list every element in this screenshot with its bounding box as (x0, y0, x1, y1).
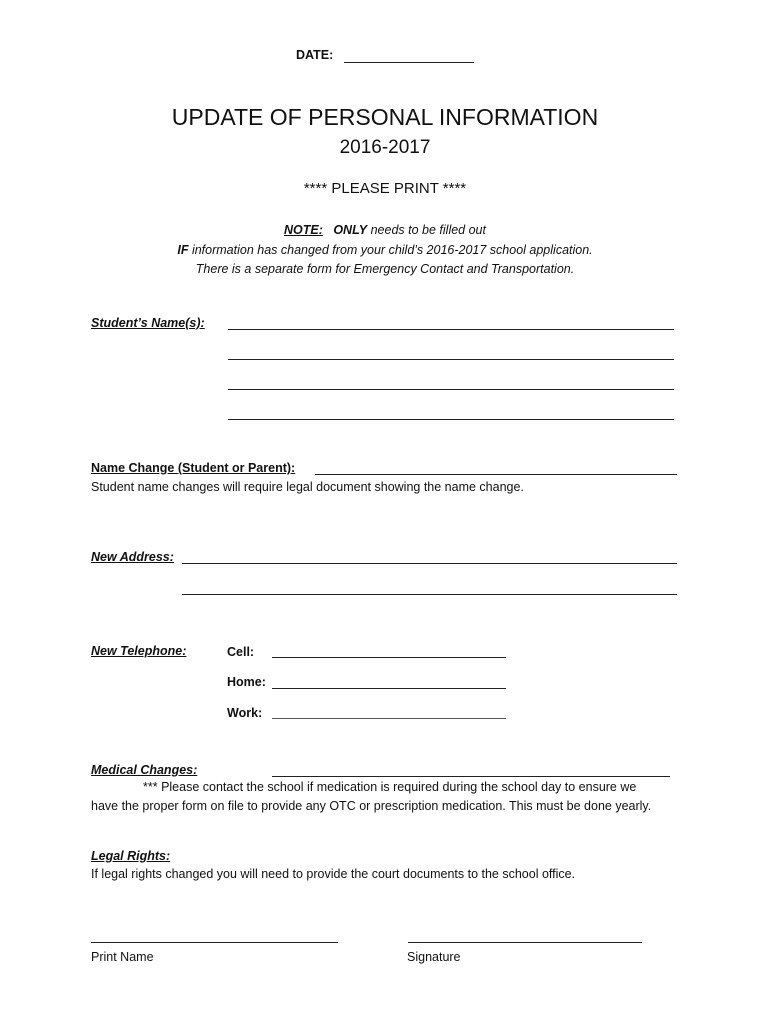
student-name-field-2[interactable] (228, 359, 674, 360)
work-field[interactable] (272, 718, 506, 719)
date-label: DATE: (296, 48, 334, 62)
new-address-field-1[interactable] (182, 563, 677, 564)
student-name-field-1[interactable] (228, 329, 674, 330)
note-line-1 (0, 223, 770, 237)
student-name-field-4[interactable] (228, 419, 674, 420)
note-only: ONLY (333, 223, 368, 237)
note-line-2 (0, 243, 770, 257)
note-label: NOTE: (284, 223, 323, 237)
print-name-field[interactable] (91, 942, 338, 943)
legal-rights-label: Legal Rights: (91, 849, 171, 863)
signature-label: Signature (407, 950, 461, 964)
date-field[interactable] (344, 62, 474, 63)
name-change-field[interactable] (315, 474, 677, 475)
new-address-field-2[interactable] (182, 594, 677, 595)
home-field[interactable] (272, 688, 506, 689)
new-address-label: New Address: (91, 550, 174, 564)
medical-changes-label: Medical Changes: (91, 763, 198, 777)
page-title: UPDATE OF PERSONAL INFORMATION (171, 104, 599, 130)
legal-rights-note: If legal rights changed you will need to provide the court documents to the school office. (91, 867, 576, 881)
note-if: IF (177, 243, 189, 257)
home-label: Home: (227, 675, 266, 689)
print-name-label: Print Name (91, 950, 154, 964)
students-names-label: Student’s Name(s): (91, 316, 205, 330)
medical-note-line-2: have the proper form on file to provide any OTC or prescription medication. This must be done yearly. (91, 799, 652, 813)
please-print-notice: **** PLEASE PRINT **** (303, 180, 467, 197)
note-line-3: There is a separate form for Emergency Contact and Transportation. (195, 262, 575, 276)
note-line-2-text: information has changed from your child’s 2016-2017 school application. (191, 243, 593, 257)
new-telephone-label: New Telephone: (91, 644, 187, 658)
student-name-field-3[interactable] (228, 389, 674, 390)
name-change-note: Student name changes will require legal document showing the name change. (91, 480, 524, 494)
note-line-1-text: needs to be filled out (370, 223, 486, 237)
school-year: 2016-2017 (339, 137, 431, 158)
medical-changes-field[interactable] (272, 776, 670, 777)
name-change-label: Name Change (Student or Parent): (91, 461, 296, 475)
medical-note-line-1: *** Please contact the school if medication is required during the school day to ensure we (143, 780, 637, 794)
work-label: Work: (227, 706, 263, 720)
cell-field[interactable] (272, 657, 506, 658)
signature-field[interactable] (408, 942, 642, 943)
cell-label: Cell: (227, 645, 255, 659)
